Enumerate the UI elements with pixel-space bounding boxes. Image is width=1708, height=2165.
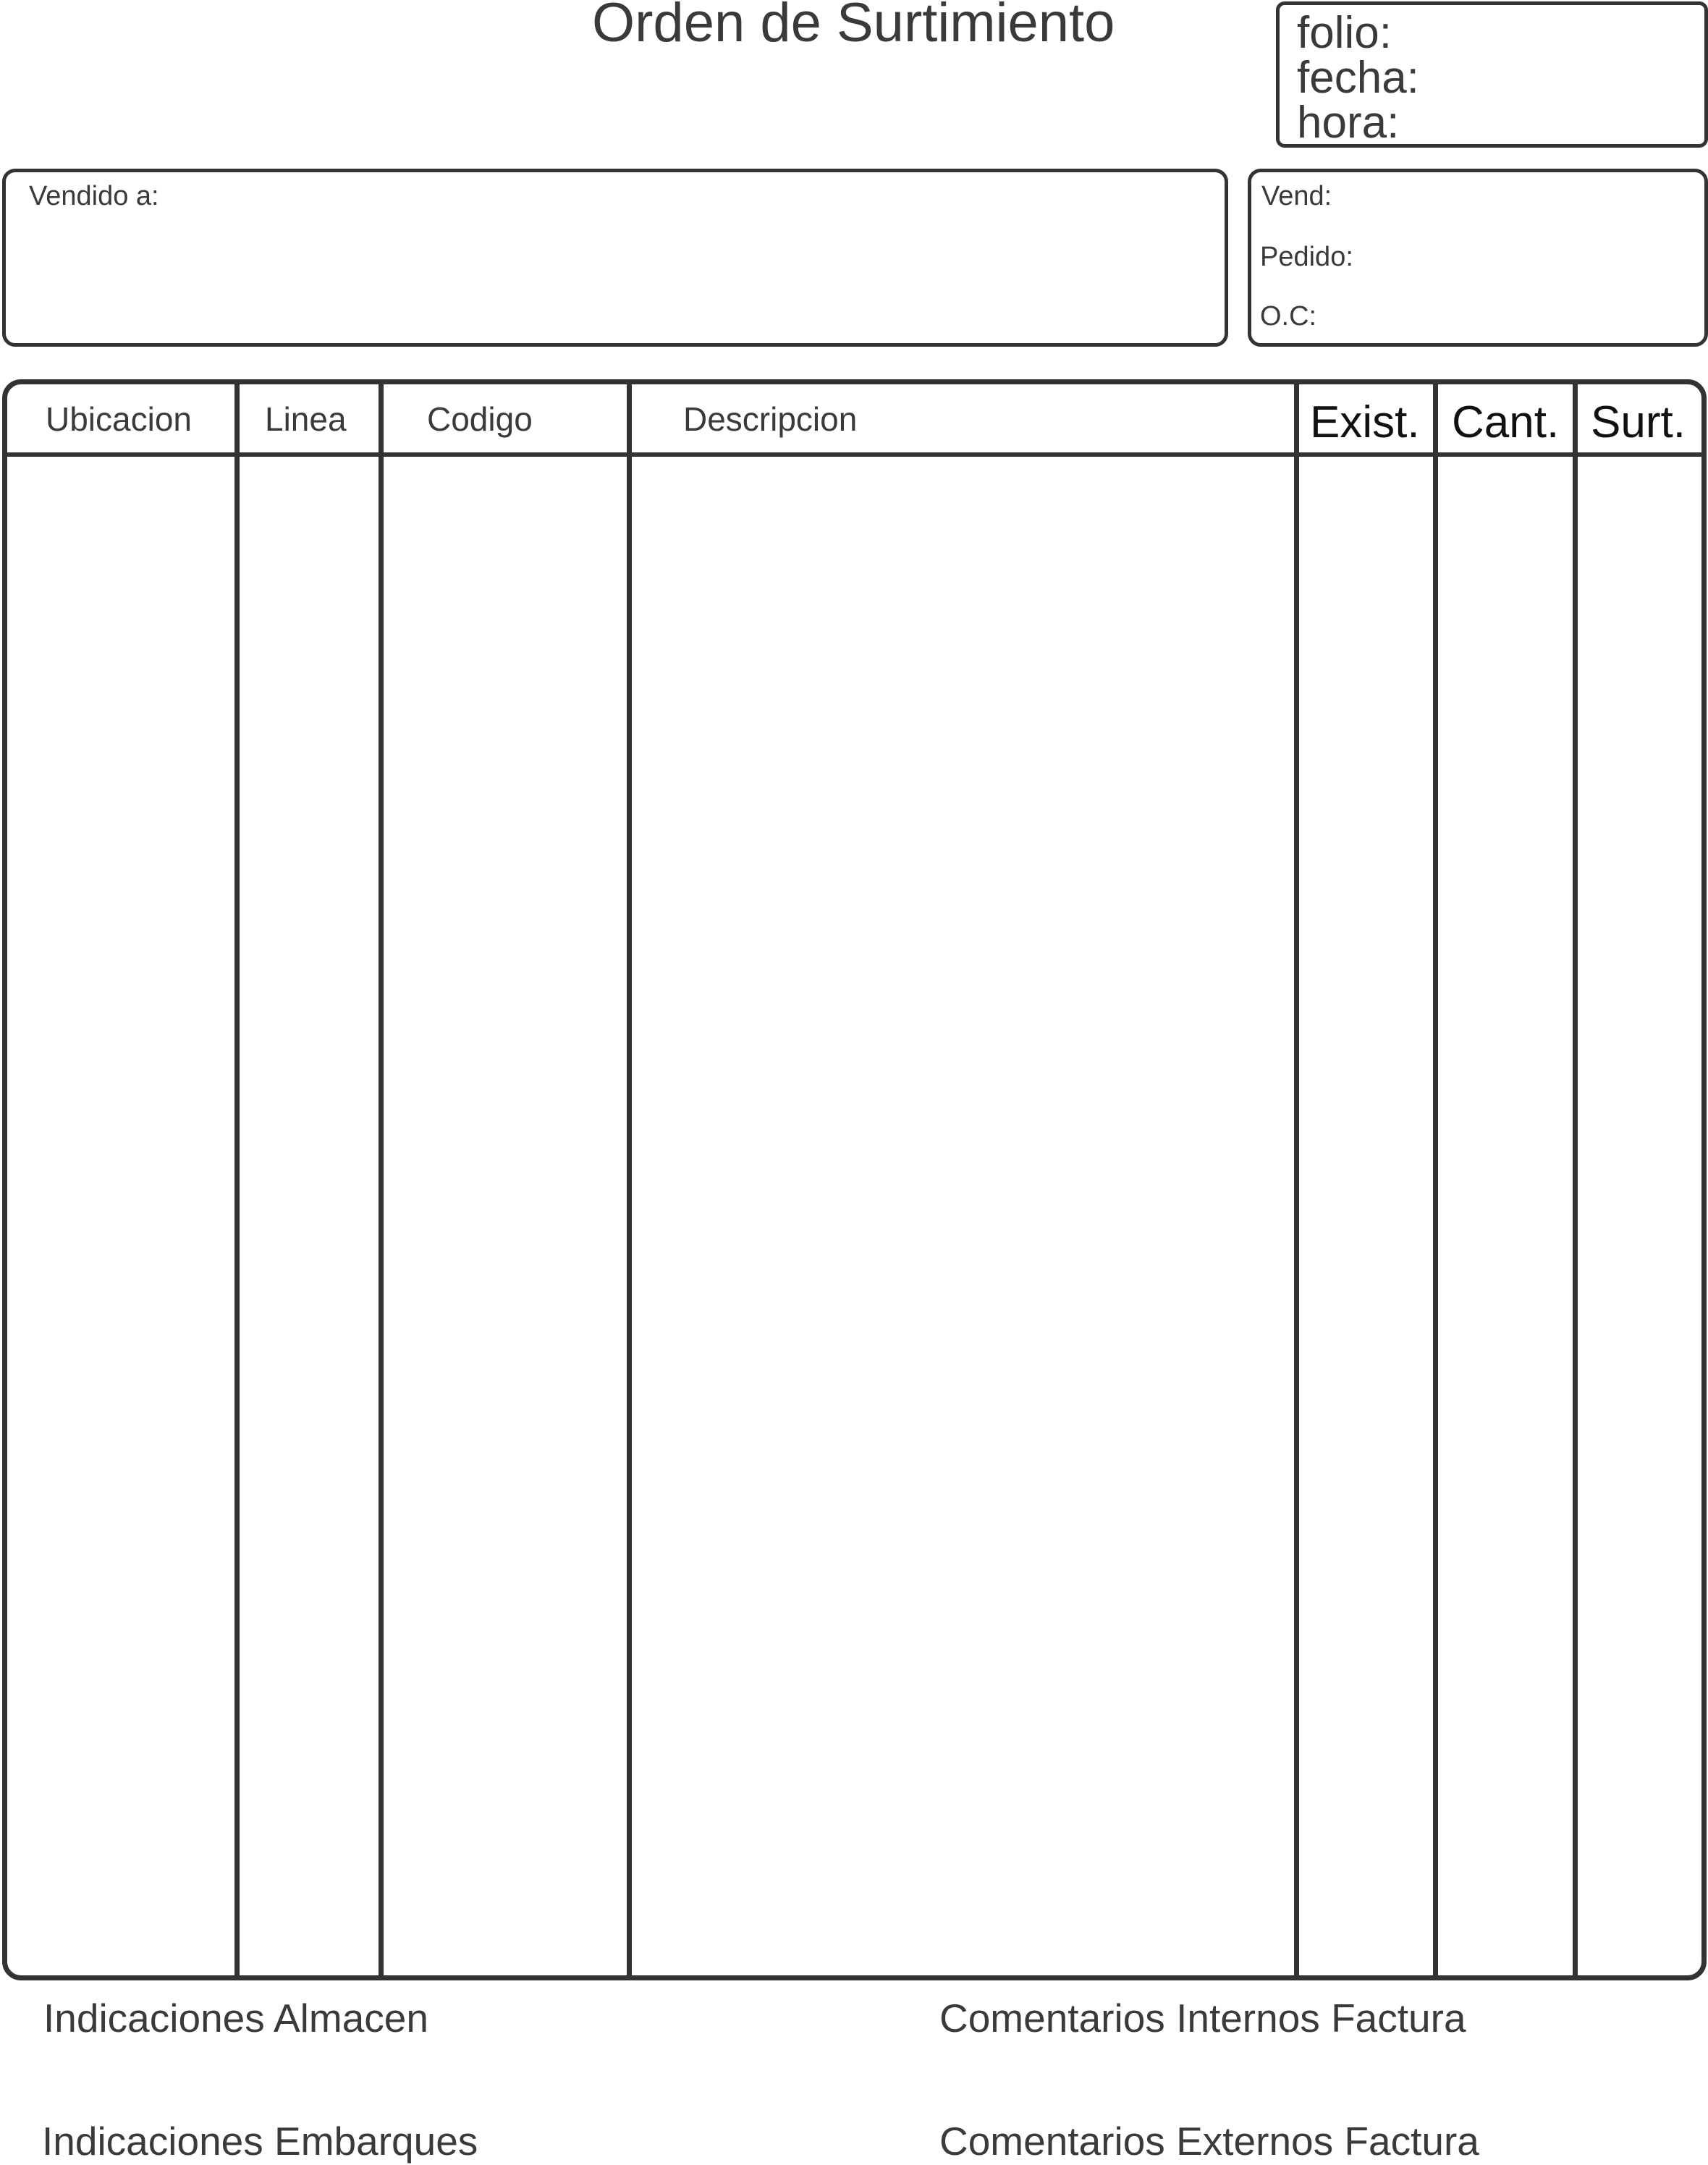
items-table [2,379,1707,1980]
column-header-linea: Linea [265,400,347,438]
hora-label: hora: [1297,98,1400,148]
table-header-divider [7,452,1701,457]
pedido-label: Pedido: [1260,242,1353,272]
customer-box [2,169,1228,347]
folio-label: folio: [1297,8,1392,58]
vendido-label: Vendido a: [29,181,159,211]
oc-label: O.C: [1260,301,1317,332]
folio-box [1276,1,1708,148]
column-divider [1294,384,1299,1975]
column-divider [379,384,384,1975]
column-divider [234,384,240,1975]
fecha-label: fecha: [1297,53,1419,103]
column-header-exist: Exist. [1310,397,1420,447]
indicaciones-almacen-label: Indicaciones Almacen [43,1996,428,2040]
column-header-descripcion: Descripcion [683,400,858,438]
comentarios-internos-label: Comentarios Internos Factura [939,1996,1466,2040]
comentarios-externos-label: Comentarios Externos Factura [939,2119,1479,2164]
column-header-codigo: Codigo [427,400,533,438]
order-info-box [1248,169,1708,347]
column-divider [1573,384,1578,1975]
column-header-cant: Cant. [1452,397,1560,447]
column-header-ubicacion: Ubicacion [46,400,192,438]
page-title: Orden de Surtimiento [592,0,1115,54]
column-divider [627,384,632,1975]
column-divider [1433,384,1438,1975]
column-header-surt: Surt. [1591,397,1686,447]
vend-label: Vend: [1261,181,1332,211]
indicaciones-embarques-label: Indicaciones Embarques [42,2119,478,2164]
